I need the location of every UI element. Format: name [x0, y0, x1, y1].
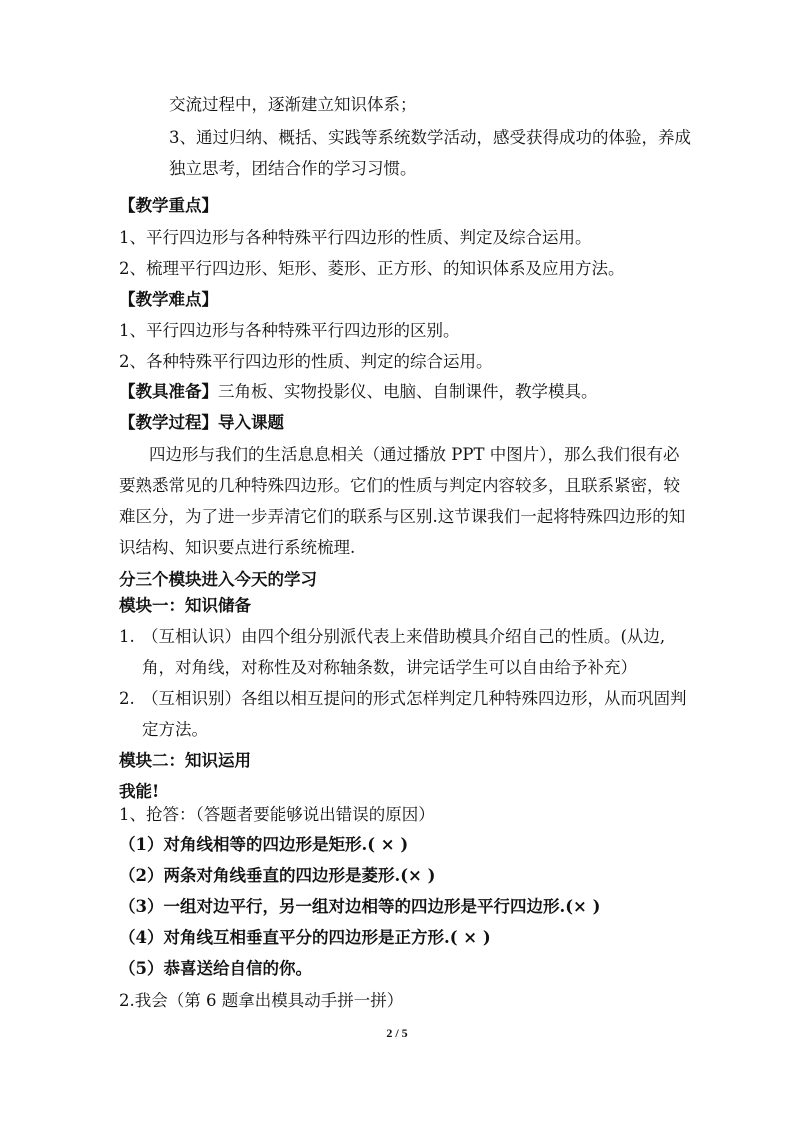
difficult-point-1: 1、平行四边形与各种特殊平行四边形的区别。 [119, 321, 460, 340]
tools-heading: 【教具准备】 [119, 382, 218, 401]
module1-item2-number: 2. [119, 689, 135, 708]
difficult-point-2: 2、各种特殊平行四边形的性质、判定的综合运用。 [119, 352, 493, 371]
difficult-points-heading: 【教学难点】 [119, 290, 218, 309]
modules-intro: 分三个模块进入今天的学习 [119, 570, 317, 589]
key-point-1: 1、平行四边形与各种特殊平行四边形的性质、判定及综合运用。 [119, 228, 592, 247]
key-point-2: 2、梳理平行四边形、矩形、菱形、正方形、的知识体系及应用方法。 [119, 259, 625, 278]
intro-line-3: 难区分，为了进一步弄清它们的联系与区别.这节课我们一起将特殊四边形的知 [119, 507, 686, 526]
module2-subtitle: 我能! [119, 782, 160, 801]
process-line [119, 411, 284, 435]
key-points-heading: 【教学重点】 [119, 196, 218, 215]
intro-line-1: 四边形与我们的生活息息相关（通过播放 PPT 中图片），那么我们很有必 [149, 445, 680, 464]
tools-line [119, 380, 598, 404]
process-subheading: 导入课题 [218, 413, 284, 432]
question-2: 2.我会（第 6 题拿出模具动手拼一拼） [119, 991, 404, 1010]
module1-title: 模块一：知识储备 [119, 596, 251, 615]
module2-title: 模块二：知识运用 [119, 751, 251, 770]
answer-1: （1）对角线相等的四边形是矩形.( × ) [119, 835, 409, 854]
module1-item2-line2: 定方法。 [142, 720, 208, 739]
intro-line-2: 要熟悉常见的几种特殊四边形。它们的性质与判定内容较多，且联系紧密，较 [119, 476, 680, 495]
process-heading: 【教学过程】 [119, 413, 218, 432]
module1-item1-line1: （互相认识）由四个组分别派代表上来借助模具介绍自己的性质。(从边, [142, 627, 666, 646]
module1-item2-line1: （互相识别）各组以相互提问的形式怎样判定几种特殊四边形，从而巩固判 [142, 689, 687, 708]
intro-line-4: 识结构、知识要点进行系统梳理. [119, 538, 356, 557]
objective-2-continued: 交流过程中，逐渐建立知识体系； [169, 95, 417, 114]
page-number: 2 / 5 [386, 1026, 408, 1040]
tools-text: 三角板、实物投影仪、电脑、自制课件，教学模具。 [218, 382, 598, 401]
objective-3-line2: 独立思考，团结合作的学习习惯。 [169, 159, 417, 178]
module1-item1-line2: 角，对角线，对称性及对称轴条数，讲完话学生可以自由给予补充） [142, 658, 637, 677]
question-1: 1、抢答：（答题者要能够说出错误的原因） [119, 805, 435, 824]
module1-item1-number: 1. [119, 627, 135, 646]
answer-3: （3）一组对边平行，另一组对边相等的四边形是平行四边形.(× ) [119, 897, 601, 916]
answer-2: （2）两条对角线垂直的四边形是菱形.(× ) [119, 866, 436, 885]
answer-4: （4）对角线互相垂直平分的四边形是正方形.( × ) [119, 928, 491, 947]
objective-3-line1: 3、通过归纳、概括、实践等系统数学活动，感受获得成功的体验，养成 [169, 128, 691, 147]
answer-5: （5）恭喜送给自信的你。 [119, 959, 312, 978]
